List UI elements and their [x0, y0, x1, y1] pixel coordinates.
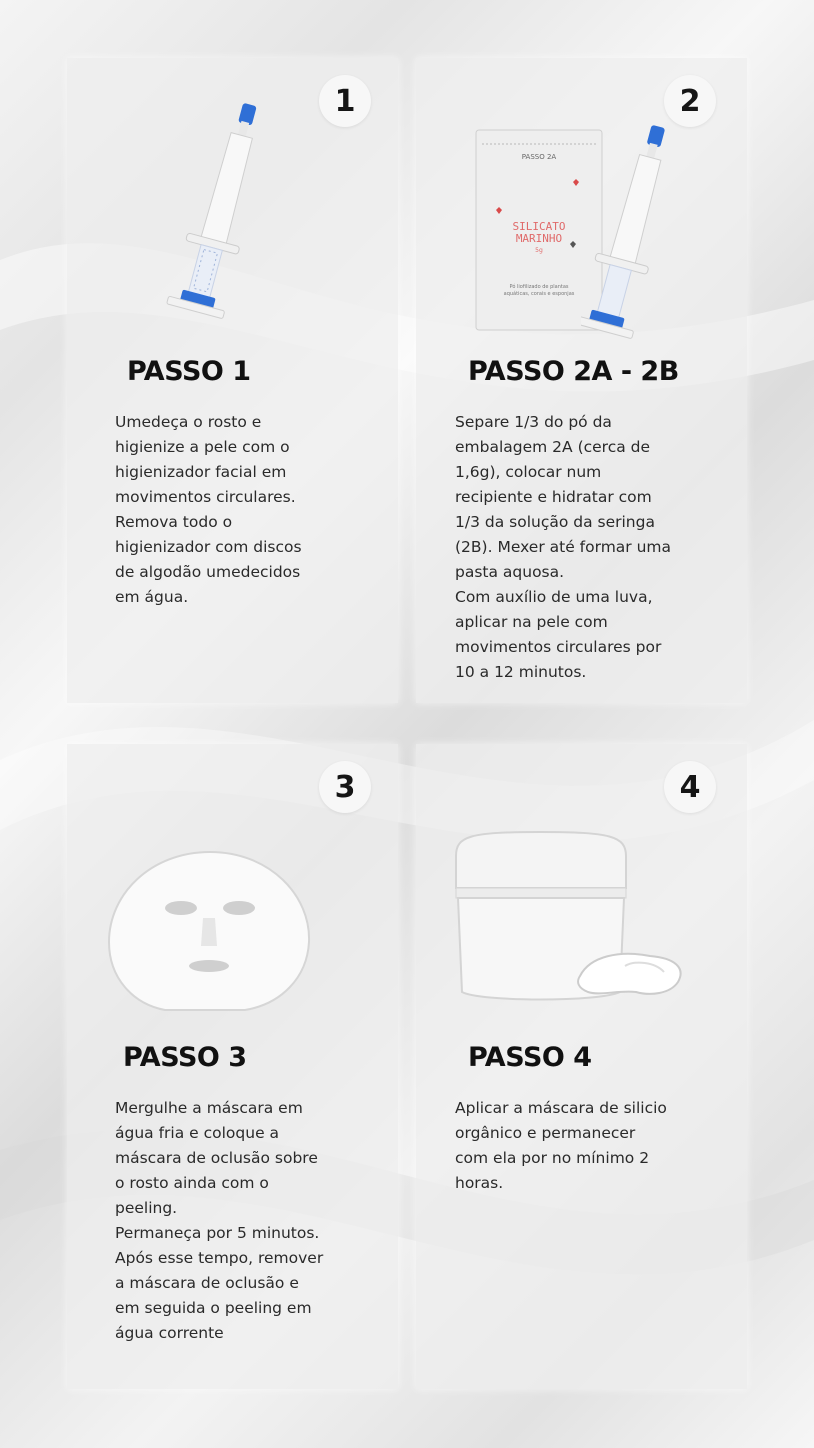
description-line: peeling.: [115, 1199, 178, 1217]
description-line: com ela por no mínimo 2: [455, 1149, 650, 1167]
description-line: horas.: [455, 1174, 504, 1192]
description-line: (2B). Mexer até formar uma: [455, 538, 672, 556]
step-description: [115, 410, 365, 610]
face-mask-icon: [105, 846, 315, 1016]
step-title: PASSO 4: [468, 1042, 592, 1073]
sachet-weight: 5g: [535, 247, 543, 254]
step-card-1: [67, 58, 398, 703]
description-line: Após esse tempo, remover: [115, 1249, 324, 1267]
description-line: Umedeça o rosto e: [115, 413, 262, 431]
description-line: recipiente e hidratar com: [455, 488, 652, 506]
description-line: água fria e coloque a: [115, 1124, 280, 1142]
description-line: Permaneça por 5 minutos.: [115, 1224, 320, 1242]
description-line: máscara de oclusão sobre: [115, 1149, 318, 1167]
sachet-desc-line-1: Pó liofilizado de plantas: [509, 284, 569, 290]
syringe-icon: [581, 113, 681, 353]
cream-jar-icon: [450, 826, 690, 1011]
step-card-2: [416, 58, 747, 703]
description-line: higienize a pele com o: [115, 438, 290, 456]
description-line: Mergulhe a máscara em: [115, 1099, 303, 1117]
sachet-desc-line-2: aquáticas, corais e esponjas: [503, 291, 575, 297]
step-number-badge: 2: [664, 75, 716, 127]
step-number-badge: 3: [319, 761, 371, 813]
description-line: de algodão umedecidos: [115, 563, 301, 581]
description-line: o rosto ainda com o: [115, 1174, 269, 1192]
step-number-badge: 1: [319, 75, 371, 127]
description-line: movimentos circulares.: [115, 488, 296, 506]
description-line: higienizador com discos: [115, 538, 302, 556]
description-line: Com auxílio de uma luva,: [455, 588, 653, 606]
description-line: movimentos circulares por: [455, 638, 662, 656]
sachet-name-line-2: MARINHO: [515, 232, 563, 245]
step-description: [455, 410, 705, 685]
description-line: em água.: [115, 588, 189, 606]
step-number-badge: 4: [664, 761, 716, 813]
description-line: higienizador facial em: [115, 463, 287, 481]
description-line: orgânico e permanecer: [455, 1124, 636, 1142]
description-line: pasta aquosa.: [455, 563, 565, 581]
description-line: embalagem 2A (cerca de: [455, 438, 651, 456]
step-title: PASSO 2A - 2B: [468, 356, 679, 387]
description-line: Aplicar a máscara de silicio: [455, 1099, 667, 1117]
description-line: água corrente: [115, 1324, 224, 1342]
step-title: PASSO 3: [123, 1042, 247, 1073]
description-line: 10 a 12 minutos.: [455, 663, 587, 681]
description-line: 1/3 da solução da seringa: [455, 513, 655, 531]
description-line: a máscara de oclusão e: [115, 1274, 299, 1292]
step-description: [115, 1096, 365, 1346]
step-card-4: [416, 744, 747, 1389]
sachet-name-line-1: SILICATO: [512, 220, 566, 233]
step-description: [455, 1096, 705, 1196]
sachet-label: PASSO 2A: [521, 153, 557, 161]
description-line: 1,6g), colocar num: [455, 463, 602, 481]
description-line: em seguida o peeling em: [115, 1299, 312, 1317]
description-line: aplicar na pele com: [455, 613, 608, 631]
step-title: PASSO 1: [127, 356, 251, 387]
syringe-icon: [162, 93, 282, 333]
step-card-3: [67, 744, 398, 1389]
description-line: Remova todo o: [115, 513, 233, 531]
description-line: Separe 1/3 do pó da: [455, 413, 612, 431]
